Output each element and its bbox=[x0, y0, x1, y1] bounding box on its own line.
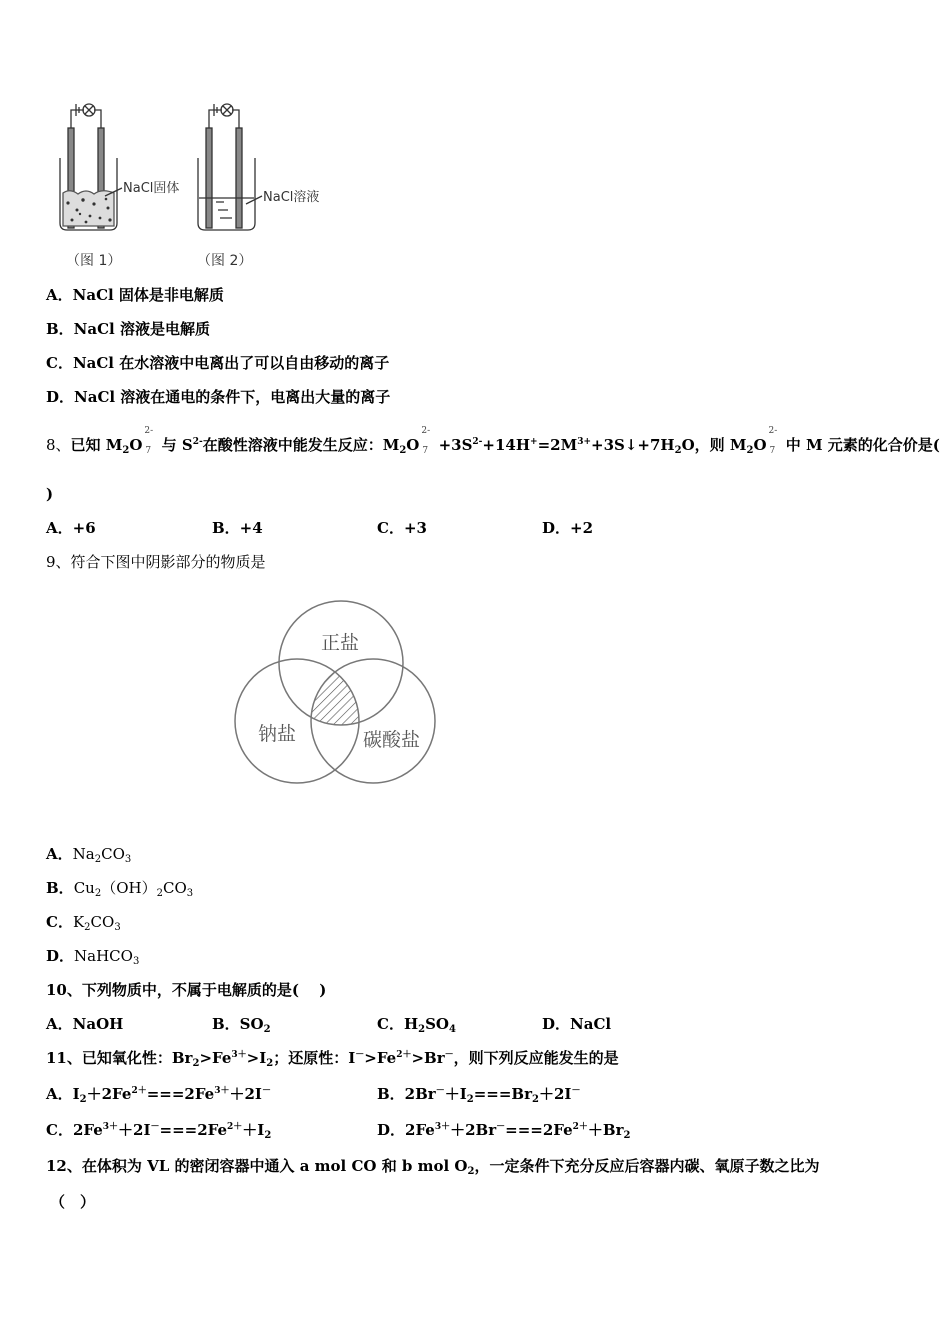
q8-option-c: C．+3 bbox=[377, 519, 427, 537]
q9-stem: 9、符合下图中阴影部分的物质是 bbox=[46, 553, 266, 571]
q11-option-c: C．$2Fe^{3+}+2I^-===2Fe^{2+}+I_2$ bbox=[46, 1121, 272, 1141]
q10-option-d: D．NaCl bbox=[542, 1015, 612, 1033]
caption-figure-2: （图 2） bbox=[197, 253, 253, 269]
q10-option-b: B．$SO_2$ bbox=[212, 1015, 271, 1035]
q9-option-b: B．$Cu_2(OH)_2CO_3$ bbox=[46, 879, 194, 899]
q7-option-b: B．NaCl 溶液是电解质 bbox=[46, 320, 210, 338]
q7-option-d: D．NaCl 溶液在通电的条件下，电离出大量的离子 bbox=[46, 388, 391, 406]
q10-option-c: C．$H_2SO_4$ bbox=[377, 1015, 456, 1035]
q12-answer-paren: （ ） bbox=[50, 1193, 96, 1211]
q11-option-b: B．$2Br^-+I_2===Br_2+2I^-$ bbox=[377, 1085, 581, 1105]
q8-number: 8、 bbox=[46, 436, 71, 454]
q8-stem: 8、已知 $M_2O$ 2- 7 与 $S^{2-}$在酸性溶液中能发生反应：$M_2O$ 2- 7 $+3S^{2-}+14H^+=2M^{3+}+3S↓+7H_2O$，则 $M_2O$ 2- 7 中 M 元素的化合价是( bbox=[46, 426, 940, 456]
conductivity-figure bbox=[50, 98, 350, 278]
venn-label-right: 碳酸盐 bbox=[363, 729, 421, 751]
q9-option-a: A．$Na_2CO_3$ bbox=[46, 845, 132, 865]
q7-option-a: A．NaCl 固体是非电解质 bbox=[46, 286, 224, 304]
label-nacl-solution: NaCl溶液 bbox=[263, 190, 320, 205]
q8-option-b: B．+4 bbox=[212, 519, 263, 537]
q10-option-a: A．NaOH bbox=[46, 1015, 124, 1033]
q11-option-a: A．$I_2+2Fe^{2+}===2Fe^{3+}+2I^-$ bbox=[46, 1085, 271, 1105]
q8-close-paren: ) bbox=[46, 485, 54, 503]
q9-option-c: C．$K_2CO_3$ bbox=[46, 913, 121, 933]
q7-option-c: C．NaCl 在水溶液中电离出了可以自由移动的离子 bbox=[46, 354, 390, 372]
venn-diagram bbox=[225, 595, 445, 790]
q8-option-a: A．+6 bbox=[46, 519, 96, 537]
q12-stem: 12、在体积为 VL 的密闭容器中通入 a mol CO 和 b mol $O_2$，一定条件下充分反应后容器内碳、氧原子数之比为 bbox=[46, 1157, 820, 1177]
q10-stem: 10、下列物质中，不属于电解质的是( ) bbox=[46, 981, 327, 999]
label-nacl-solid: NaCl固体 bbox=[123, 181, 180, 196]
venn-label-left: 钠盐 bbox=[258, 723, 297, 745]
q11-option-d: D．$2Fe^{3+}+2Br^-===2Fe^{2+}+Br_2$ bbox=[377, 1121, 631, 1141]
venn-label-top: 正盐 bbox=[321, 632, 360, 654]
q9-option-d: D．NaHCO$_3$ bbox=[46, 947, 140, 967]
q11-stem: 11、已知氧化性：$Br_2>Fe^{3+}>I_2$；还原性：$I^->Fe^{2+}>Br^-$，则下列反应能发生的是 bbox=[46, 1049, 619, 1069]
caption-figure-1: （图 1） bbox=[66, 253, 122, 269]
q8-option-d: D．+2 bbox=[542, 519, 594, 537]
